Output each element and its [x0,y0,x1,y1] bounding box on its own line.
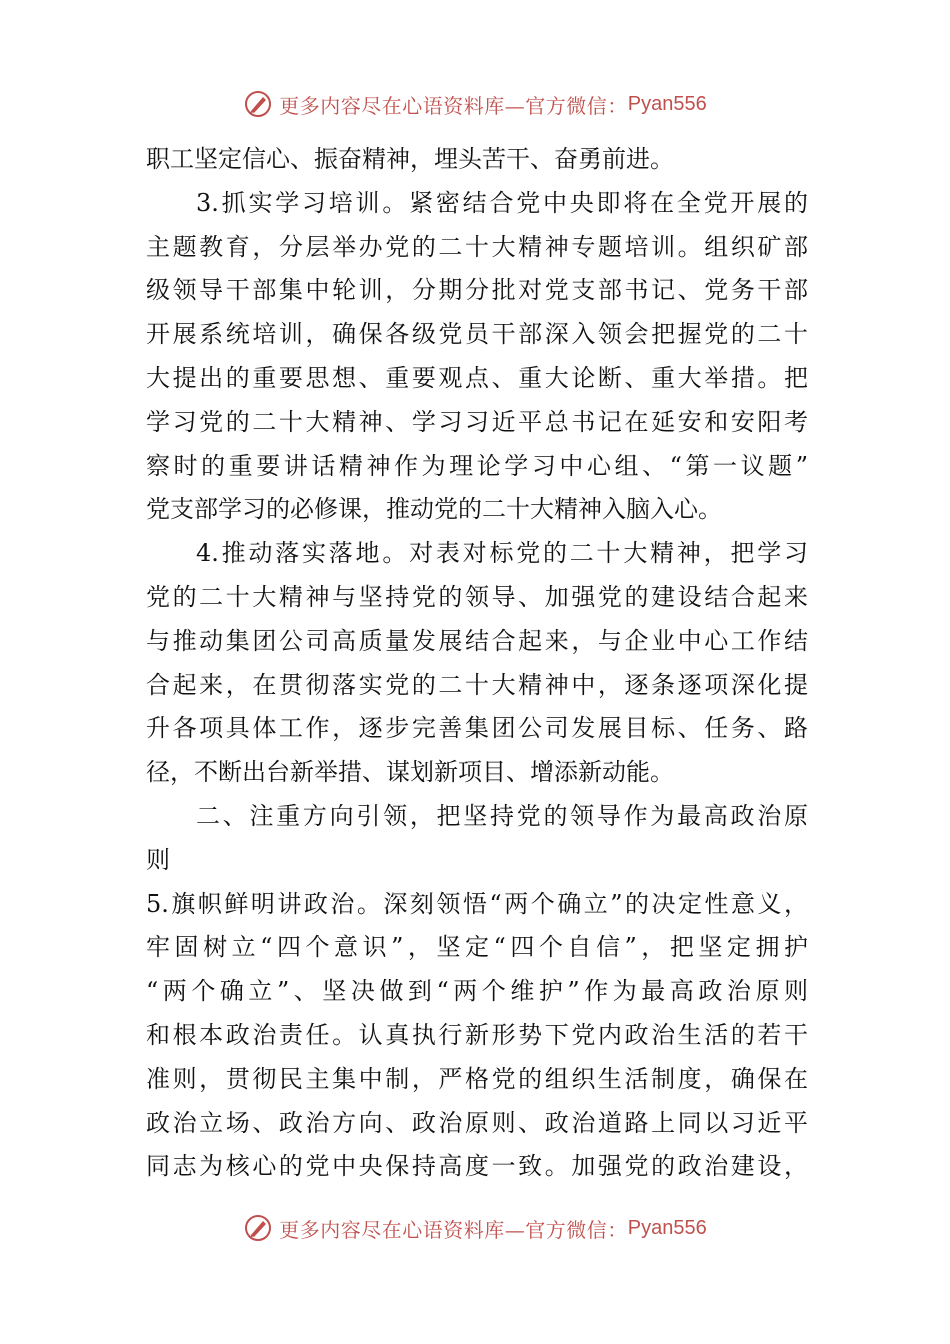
text-line: 二、注重方向引领，把坚持党的领导作为最高政治原 [196,801,808,830]
text-line: 职工坚定信心、振奋精神，埋头苦干、奋勇前进。 [146,145,674,173]
text-line: 则 [146,845,170,874]
pen-logo-icon [243,89,273,119]
text-line: 准则，贯彻民主集中制，严格党的组织生活制度，确保在 [146,1064,808,1093]
text-line: “两个确立”、坚决做到“两个维护”作为最高政治原则 [146,977,808,1006]
text-line: 大提出的重要思想、重要观点、重大论断、重大举措。把 [146,363,808,392]
text-line: 升各项具体工作，逐步完善集团公司发展目标、任务、路 [146,714,808,743]
text-line: 与推动集团公司高质量发展结合起来，与企业中心工作结 [146,626,808,655]
text-line: 党支部学习的必修课，推动党的二十大精神入脑入心。 [146,495,722,524]
text-line: 径，不断出台新举措、谋划新项目、增添新动能。 [146,758,674,787]
text-line: 主题教育，分层举办党的二十大精神专题培训。组织矿部 [146,232,808,261]
header-watermark [0,84,950,124]
text-line: 4.推动落实落地。对表对标党的二十大精神，把学习 [196,539,808,568]
watermark-wechat-id: Pyan556 [627,92,707,115]
text-line: 级领导干部集中轮训，分期分批对党支部书记、党务干部 [146,276,808,305]
text-line: 牢固树立“四个意识”，坚定“四个自信”，把坚定拥护 [146,933,808,962]
text-line: 合起来，在贯彻落实党的二十大精神中，逐条逐项深化提 [146,670,808,699]
document-body [146,138,808,1189]
watermark-wechat-id: Pyan556 [627,1216,707,1239]
pen-logo-icon [243,1213,273,1243]
text-line: 政治立场、政治方向、政治原则、政治道路上同以习近平 [146,1108,808,1137]
watermark-text: 更多内容尽在心语资料库—官方微信： [279,1217,628,1242]
text-line: 党的二十大精神与坚持党的领导、加强党的建设结合起来 [146,582,808,611]
text-line: 3.抓实学习培训。紧密结合党中央即将在全党开展的 [196,188,808,217]
watermark-text: 更多内容尽在心语资料库—官方微信： [279,93,628,118]
text-line: 5.旗帜鲜明讲政治。深刻领悟“两个确立”的决定性意义， [146,889,808,918]
text-line: 察时的重要讲话精神作为理论学习中心组、“第一议题” [146,451,808,480]
footer-watermark [0,1208,950,1248]
text-line: 和根本政治责任。认真执行新形势下党内政治生活的若干 [146,1020,808,1049]
text-line: 同志为核心的党中央保持高度一致。加强党的政治建设， [146,1152,808,1181]
text-line: 开展系统培训，确保各级党员干部深入领会把握党的二十 [146,320,808,349]
text-line: 学习党的二十大精神、学习习近平总书记在延安和安阳考 [146,407,808,436]
